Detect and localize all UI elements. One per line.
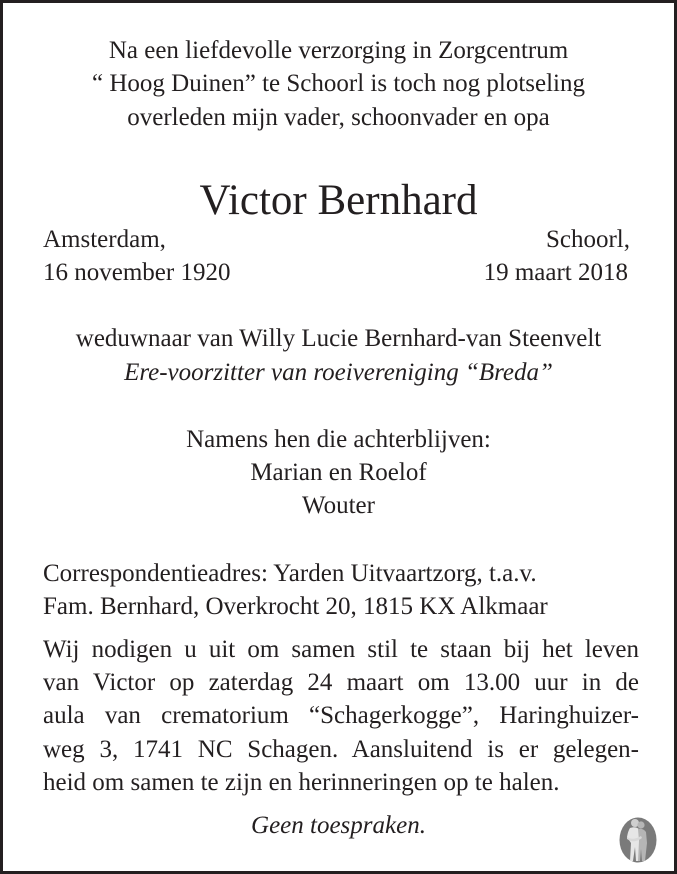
death-place: Schoorl, <box>545 226 630 253</box>
honor-line: Ere-voorzitter van roeivereniging “Breda” <box>124 359 553 386</box>
birth-date: 16 november 1920 <box>43 259 231 286</box>
survivor-name-2: Wouter <box>302 492 375 519</box>
birth-place: Amsterdam, <box>43 226 166 253</box>
invitation-line-3: aula van crematorium “Schagerkogge”, Haringhuizer- <box>43 702 639 729</box>
intro-line-3: overleden mijn vader, schoonvader en opa <box>127 104 550 131</box>
intro-line-1: Na een liefdevolle verzorging in Zorgcentrum <box>108 37 569 64</box>
invitation-line-1: Wij nodigen u uit om samen stil te staan bij het leven <box>43 636 639 663</box>
invitation-line-5: heid om samen te zijn en herinneringen op te halen. <box>43 769 560 796</box>
invitation-line-4: weg 3, 1741 NC Schagen. Aansluitend is er gelegen- <box>43 736 639 763</box>
correspondence-line-2: Fam. Bernhard, Overkrocht 20, 1815 KX Alkmaar <box>43 593 548 620</box>
invitation-line-2: van Victor op zaterdag 24 maart om 13.00 uur in de <box>43 669 639 696</box>
embracing-figures-logo-icon <box>619 817 657 863</box>
correspondence-line-1: Correspondentieadres: Yarden Uitvaartzorg, t.a.v. <box>43 560 537 587</box>
death-date: 19 maart 2018 <box>483 259 628 286</box>
closing-line: Geen toespraken. <box>251 812 426 839</box>
deceased-name: Victor Bernhard <box>199 177 478 224</box>
survivor-name-1: Marian en Roelof <box>250 459 427 486</box>
intro-line-2: “ Hoog Duinen” te Schoorl is toch nog plotseling <box>92 70 585 97</box>
spouse-line: weduwnaar van Willy Lucie Bernhard-van Steenvelt <box>75 325 602 352</box>
survivors-heading: Namens hen die achterblijven: <box>186 426 491 453</box>
